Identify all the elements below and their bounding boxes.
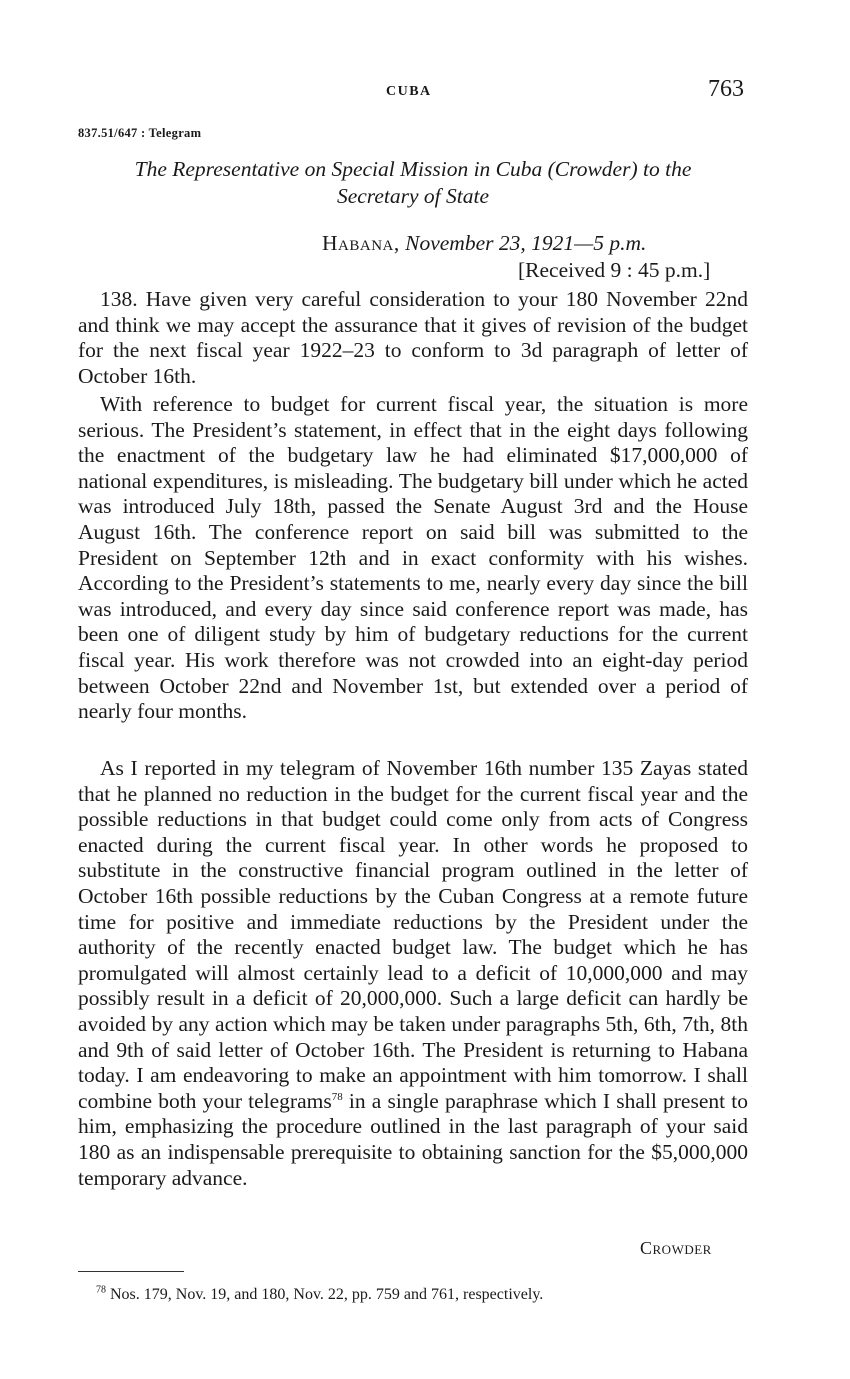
paragraph-3-text-start: As I reported in my telegram of November 16th number 135 Zayas stated that he planned no reduction in the budget for the current fiscal year and the possible reductions in that budget could come only from acts of Congress enacted during the current fiscal year. In other words he proposed to substitute in the constructive financial program outlined in the letter of October 16th possible reductions by the Cuban Congress at a remote future time for positive and immediate reductions by the President under the authority of the recently enacted budget law. The budget which he has promulgated will almost certainly lead to a deficit of 10,000,000 and may possibly result in a deficit of 20,000,000. Such a large deficit can hardly be avoided by any action which may be taken under paragraphs 5th, 6th, 7th, 8th and 9th of said letter of October 16th. The President is returning to Habana today. I am endeavoring to make an appointment with him tomorrow. I shall combine both your telegrams (78, 756, 748, 1113)
heading-line-1: The Representative on Special Mission in Cuba (Crowder) to the (134, 157, 692, 181)
paragraph-3-text-end: in a single paraphrase which I shall present to him, emphasizing the procedure outlined in the last paragraph of your said 180 as an indispensable prerequisite to obtaining sanction for the $5,000,000 temporary advance. (78, 1088, 748, 1190)
body-paragraph-2: With reference to budget for current fiscal year, the situation is more serious. The President’s statement, in effect that in the eight days following the enactment of the budgetary law he had eliminated $17,000,000 of national expenditures, is misleading. The budgetary bill under which he acted was introduced July 18th, passed the Senate August 3rd and the House August 16th. The conference report on said bill was submitted to the President on September 12th and in exact conformity with his wishes. According to the President’s statements to me, nearly every day since the bill was introduced, and every day since said conference report was made, has been one of diligent study by him of budgetary reductions for the current fiscal year. His work therefore was not crowded into an eight-day period between October 22nd and November 1st, but extended over a period of nearly four months. (78, 392, 748, 724)
received-note: [Received 9 : 45 p.m.] (518, 258, 711, 282)
footnote-text: Nos. 179, Nov. 19, and 180, Nov. 22, pp. 759 and 761, respectively. (106, 1286, 544, 1303)
dateline (322, 230, 702, 256)
footnote-divider (78, 1271, 184, 1272)
body-paragraph-3 (78, 756, 748, 1191)
running-title: CUBA (386, 84, 432, 99)
body-paragraph-1: 138. Have given very careful consideration to your 180 November 22nd and think we may accept the assurance that it gives of revision of the budget for the next fiscal year 1922–23 to conform to 3d paragraph of letter of October 16th. (78, 287, 748, 388)
signature: Crowder (640, 1238, 712, 1258)
document-heading (78, 156, 748, 210)
running-head (0, 76, 850, 106)
dateline-place: Habana, (322, 231, 400, 255)
page-number: 763 (708, 76, 744, 102)
heading-line-2: Secretary of State (336, 184, 490, 208)
dateline-date: November 23, 1921—5 p.m. (405, 231, 647, 255)
footnote-mark: 78 (96, 1284, 106, 1296)
file-reference: 837.51/647 : Telegram (78, 126, 202, 140)
footnote-reference[interactable]: 78 (331, 1090, 343, 1103)
footnote (96, 1286, 543, 1304)
